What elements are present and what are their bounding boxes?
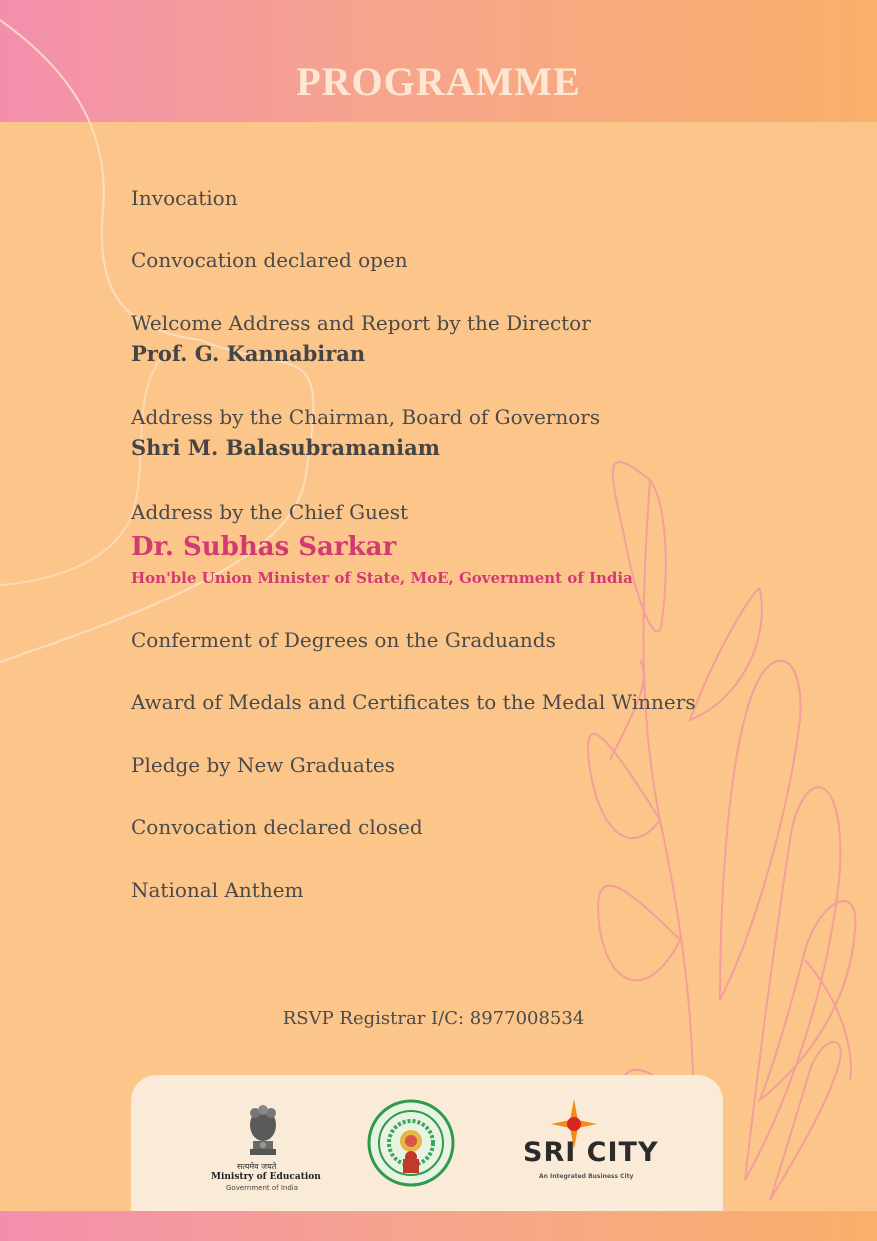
footer-bar bbox=[0, 1211, 877, 1241]
programme-item-welcome-address: Welcome Address and Report by the Director bbox=[131, 311, 591, 335]
programme-item-convocation-closed: Convocation declared closed bbox=[131, 815, 423, 839]
moe-subtitle: Government of India bbox=[226, 1184, 299, 1192]
programme-item-conferment: Conferment of Degrees on the Graduands bbox=[131, 628, 556, 652]
sri-city-tagline: An Integrated Business City bbox=[539, 1173, 634, 1180]
moe-motto: सत्यमेव जयते bbox=[237, 1162, 277, 1171]
programme-item-national-anthem: National Anthem bbox=[131, 878, 304, 902]
director-name: Prof. G. Kannabiran bbox=[131, 341, 366, 366]
chairman-name: Shri M. Balasubramaniam bbox=[131, 435, 440, 460]
programme-item-convocation-open: Convocation declared open bbox=[131, 248, 408, 272]
rsvp-contact: RSVP Registrar I/C: 8977008534 bbox=[282, 1008, 585, 1029]
programme-item-invocation: Invocation bbox=[131, 186, 238, 210]
chief-guest-name: Dr. Subhas Sarkar bbox=[131, 532, 397, 562]
moe-name: Ministry of Education bbox=[211, 1172, 321, 1182]
national-emblem-icon bbox=[244, 1103, 282, 1159]
programme-item-chairman-address: Address by the Chairman, Board of Governors bbox=[131, 405, 601, 429]
chief-guest-title: Hon'ble Union Minister of State, MoE, Government of India bbox=[131, 569, 633, 587]
sri-city-wordmark: SRI CITY bbox=[523, 1137, 659, 1168]
programme-item-pledge: Pledge by New Graduates bbox=[131, 753, 395, 777]
programme-item-chief-guest-address: Address by the Chief Guest bbox=[131, 500, 409, 524]
logo-panel bbox=[131, 1075, 723, 1215]
andhra-pradesh-seal-icon bbox=[367, 1097, 455, 1193]
programme-item-awards: Award of Medals and Certificates to the Medal Winners bbox=[131, 690, 696, 714]
page-title: PROGRAMME bbox=[296, 59, 581, 104]
